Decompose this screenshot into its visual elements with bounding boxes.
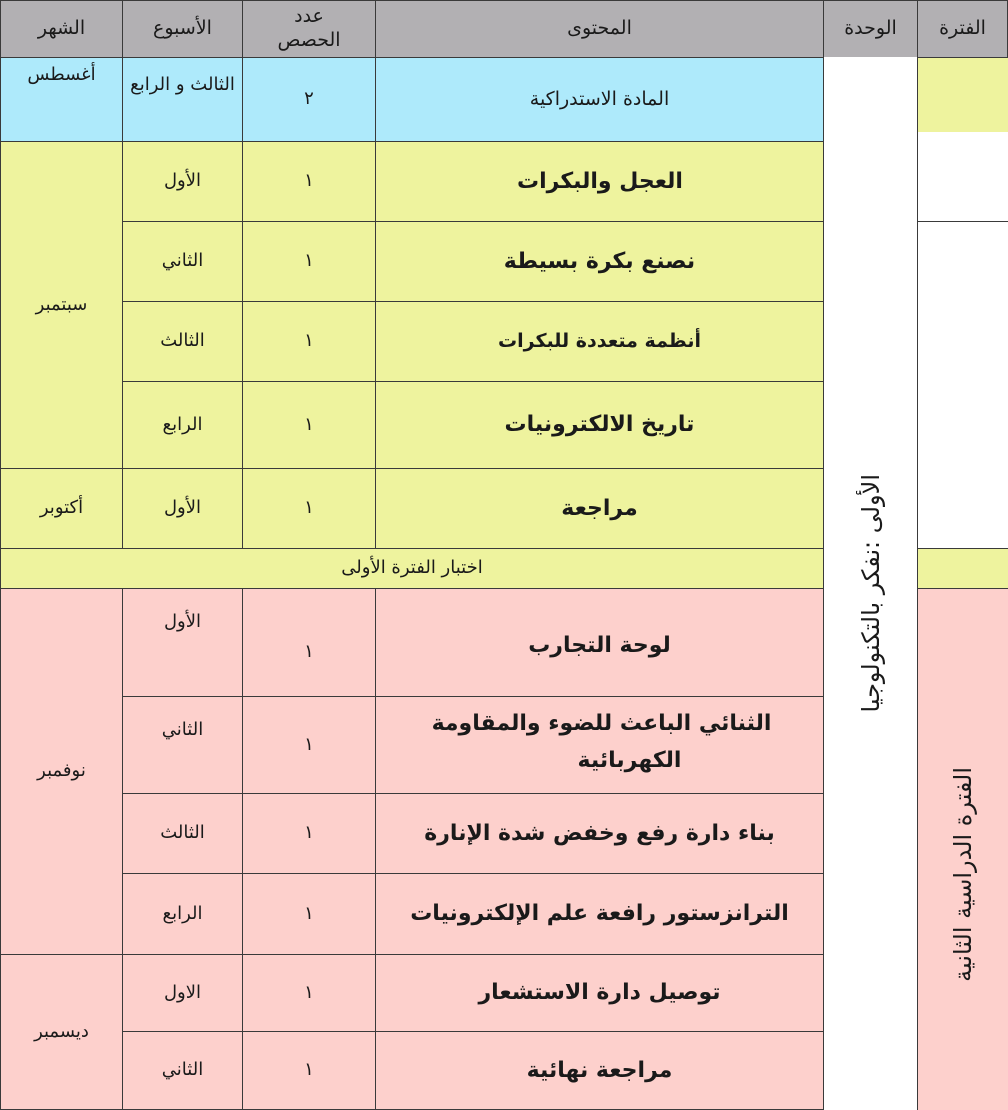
week-cell: الثالث <box>122 301 243 382</box>
content-cell: مراجعة <box>375 468 824 549</box>
content-cell <box>375 696 824 794</box>
content-cell: أنظمة متعددة للبكرات <box>375 301 824 382</box>
content-cell: نصنع بكرة بسيطة <box>375 221 824 302</box>
content-cell: بناء دارة رفع وخفض شدة الإنارة <box>375 793 824 874</box>
header-unit: الوحدة <box>823 0 918 58</box>
sessions-cell: ١ <box>242 141 376 222</box>
week-cell: الثالث <box>122 793 243 874</box>
period-cell-first <box>917 57 1008 133</box>
unit-cell <box>823 57 918 1110</box>
content-cell: العجل والبكرات <box>375 141 824 222</box>
content-cell: مراجعة نهائية <box>375 1031 824 1110</box>
sessions-cell: ١ <box>242 381 376 469</box>
period-exam-cell <box>917 548 1008 589</box>
sessions-cell: ١ <box>242 221 376 302</box>
sessions-cell: ١ <box>242 588 376 697</box>
header-week: الأسبوع <box>122 0 243 58</box>
week-cell: الثاني <box>122 1031 243 1110</box>
header-content: المحتوى <box>375 0 824 58</box>
sessions-cell: ١ <box>242 793 376 874</box>
sessions-cell: ١ <box>242 301 376 382</box>
week-cell: الرابع <box>122 873 243 955</box>
week-cell: الأول <box>122 468 243 549</box>
period-cell-second <box>917 588 1008 1110</box>
content-line-1: الثنائي الباعث للضوء والمقاومة <box>431 711 772 736</box>
period-spacer <box>917 132 1008 222</box>
week-cell: الثاني <box>122 696 243 794</box>
week-label: الثالث و الرابع <box>130 74 235 95</box>
week-cell: الأول <box>122 588 243 697</box>
content-cell: تاريخ الالكترونيات <box>375 381 824 469</box>
header-sessions: عدد الحصص <box>242 0 376 58</box>
month-cell: أغسطس <box>0 57 123 142</box>
month-cell: ديسمبر <box>0 954 123 1110</box>
sessions-cell: ٢ <box>242 57 376 142</box>
sessions-cell: ١ <box>242 468 376 549</box>
content-cell: توصيل دارة الاستشعار <box>375 954 824 1032</box>
sessions-cell: ١ <box>242 1031 376 1110</box>
week-cell: الأول <box>122 141 243 222</box>
header-month: الشهر <box>0 0 123 58</box>
week-cell: الاول <box>122 954 243 1032</box>
week-cell: الرابع <box>122 381 243 469</box>
week-cell <box>122 57 243 142</box>
content-line-2: الكهربائية <box>577 748 682 774</box>
header-period: الفترة <box>917 0 1008 58</box>
content-cell: الترانزستور رافعة علم الإلكترونيات <box>375 873 824 955</box>
period-label: الفترة الدراسية الثانية <box>949 767 977 982</box>
month-cell: نوفمبر <box>0 588 123 955</box>
sessions-cell: ١ <box>242 696 376 794</box>
week-cell: الثاني <box>122 221 243 302</box>
month-cell: سبتمبر <box>0 141 123 469</box>
content-cell: المادة الاستدراكية <box>375 57 824 142</box>
content-cell: لوحة التجارب <box>375 588 824 697</box>
unit-label: الأولى :نفكر بالتكنولوجيا <box>856 474 885 713</box>
sessions-cell: ١ <box>242 954 376 1032</box>
exam-row: اختبار الفترة الأولى <box>0 548 824 589</box>
sessions-cell: ١ <box>242 873 376 955</box>
period-blank <box>917 221 1008 549</box>
month-cell: أكتوبر <box>0 468 123 549</box>
